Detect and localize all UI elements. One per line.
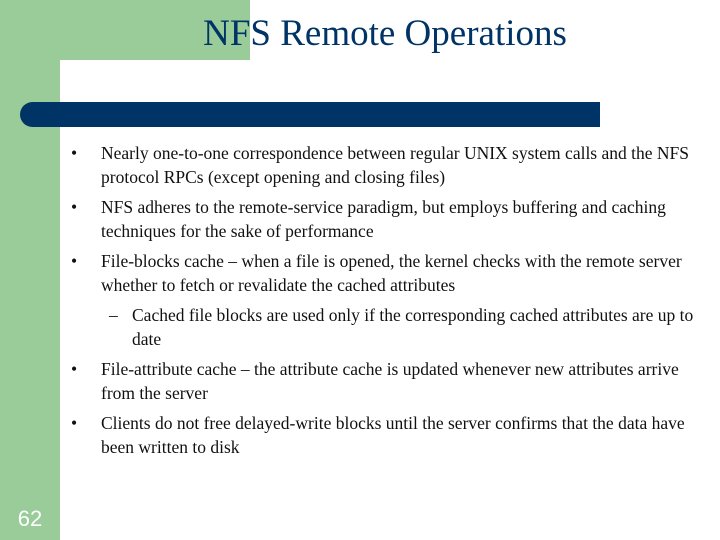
bullet-item — [68, 195, 708, 243]
bullet-text: File-blocks cache – when a file is opened, the kernel checks with the remote server whether to fetch or revalidate the cached attributes — [101, 251, 682, 295]
title-underline-bar — [20, 102, 600, 127]
sub-bullet-item — [68, 303, 708, 351]
page-number: 62 — [17, 506, 43, 531]
bullet-text: NFS adheres to the remote-service paradigm, but employs buffering and caching techniques for the sake of performance — [101, 197, 666, 241]
sub-bullet-text: Cached file blocks are used only if the corresponding cached attributes are up to date — [132, 305, 694, 349]
left-accent-band — [0, 0, 60, 540]
bullet-text: Clients do not free delayed-write blocks until the server confirms that the data have been written to disk — [101, 413, 685, 457]
bullet-list — [68, 141, 708, 465]
bullet-marker: • — [71, 143, 78, 163]
bullet-marker: • — [71, 251, 78, 271]
bullet-item — [68, 357, 708, 405]
bullet-item — [68, 141, 708, 189]
bullet-text: Nearly one-to-one correspondence between regular UNIX system calls and the NFS protocol RPCs (except opening and closing files) — [101, 143, 689, 187]
bullet-marker: • — [71, 197, 78, 217]
bullet-marker: • — [71, 413, 78, 433]
sub-bullet-marker: – — [109, 305, 118, 325]
bullet-item — [68, 249, 708, 297]
bullet-marker: • — [71, 359, 78, 379]
bullet-text: File-attribute cache – the attribute cache is updated whenever new attributes arrive from the server — [101, 359, 679, 403]
slide-title: NFS Remote Operations — [203, 13, 567, 54]
bullet-item — [68, 411, 708, 459]
